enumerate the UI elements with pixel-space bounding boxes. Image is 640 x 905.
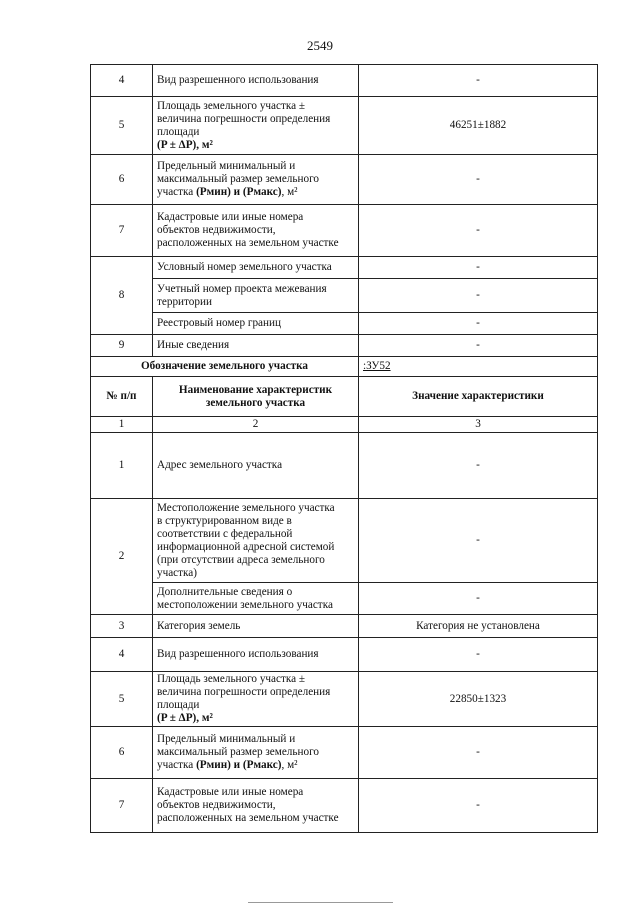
name-line: Дополнительные сведения о <box>157 585 293 598</box>
characteristic-name <box>153 499 359 583</box>
characteristic-name: Реестровый номер границ <box>153 313 359 335</box>
table-row <box>91 638 598 672</box>
table-row <box>91 313 598 335</box>
characteristic-value: - <box>359 257 598 279</box>
table-row <box>91 583 598 615</box>
header-line: Наименование характеристик <box>178 383 333 396</box>
name-line: территории <box>157 295 212 308</box>
characteristic-value: - <box>359 205 598 257</box>
row-number: 4 <box>91 65 153 97</box>
table-row <box>91 499 598 583</box>
characteristic-name <box>153 727 359 779</box>
characteristic-value: - <box>359 638 598 672</box>
name-line: расположенных на земельном участке <box>157 237 339 249</box>
table-row <box>91 727 598 779</box>
column-index: 3 <box>359 417 598 433</box>
characteristic-name <box>153 779 359 833</box>
row-number: 7 <box>91 205 153 257</box>
name-line: площади <box>157 699 200 711</box>
row-number: 6 <box>91 727 153 779</box>
name-line: расположенных на земельном участке <box>157 812 339 824</box>
characteristic-value: - <box>359 779 598 833</box>
column-index: 2 <box>153 417 359 433</box>
characteristic-value: - <box>359 155 598 205</box>
characteristic-name <box>153 583 359 615</box>
name-line: Местоположение земельного участка <box>157 501 335 514</box>
land-plot-table <box>90 64 598 833</box>
row-number: 8 <box>91 257 153 335</box>
name-line: объектов недвижимости, <box>157 799 276 811</box>
characteristic-value: - <box>359 279 598 313</box>
unit: , м² <box>281 759 298 771</box>
characteristic-value: - <box>359 335 598 357</box>
column-index-row <box>91 417 598 433</box>
size-formula: (Рмин) и (Рмакс) <box>196 759 282 771</box>
name-line: Площадь земельного участка ± <box>157 99 306 112</box>
row-number: 5 <box>91 672 153 727</box>
characteristic-value: Категория не установлена <box>359 615 598 638</box>
characteristic-name <box>153 97 359 155</box>
characteristic-value: 46251±1882 <box>359 97 598 155</box>
row-number: 9 <box>91 335 153 357</box>
characteristic-name: Вид разрешенного использования <box>153 638 359 672</box>
characteristic-name <box>153 279 359 313</box>
name-line: Предельный минимальный и <box>157 733 296 745</box>
characteristic-value: - <box>359 727 598 779</box>
row-number: 3 <box>91 615 153 638</box>
name-line: информационной адресной системой <box>157 540 335 553</box>
characteristic-value: - <box>359 433 598 499</box>
characteristic-name: Категория земель <box>153 615 359 638</box>
table-row <box>91 65 598 97</box>
name-line: величина погрешности определения <box>157 686 331 698</box>
characteristic-value: 22850±1323 <box>359 672 598 727</box>
characteristic-name <box>153 672 359 727</box>
table-row <box>91 615 598 638</box>
name-line: (при отсутствии адреса земельного <box>157 553 325 566</box>
characteristic-name <box>153 205 359 257</box>
characteristic-value: - <box>359 499 598 583</box>
row-number: 4 <box>91 638 153 672</box>
plot-designation-label: Обозначение земельного участка <box>91 357 359 377</box>
characteristic-name: Условный номер земельного участка <box>153 257 359 279</box>
column-header-name <box>153 377 359 417</box>
header-line: земельного участка <box>205 396 306 409</box>
table-row <box>91 279 598 313</box>
plot-code: :ЗУ52 <box>359 357 598 377</box>
row-number: 5 <box>91 97 153 155</box>
name-line: участка <box>157 186 197 198</box>
name-line: в структурированном виде в <box>157 514 292 527</box>
size-formula: (Рмин) и (Рмакс) <box>196 186 282 198</box>
column-header-value: Значение характеристики <box>359 377 598 417</box>
unit: , м² <box>281 186 298 198</box>
page-number: 2549 <box>307 38 333 53</box>
name-line: Площадь земельного участка ± <box>157 673 306 685</box>
name-line: Учетный номер проекта межевания <box>157 282 327 295</box>
name-line: Предельный минимальный и <box>157 160 296 172</box>
name-line: соответствии с федеральной <box>157 527 293 540</box>
table-row <box>91 97 598 155</box>
column-header-number: № п/п <box>91 377 153 417</box>
characteristic-name: Иные сведения <box>153 335 359 357</box>
row-number: 2 <box>91 499 153 615</box>
name-line: максимальный размер земельного <box>157 173 319 185</box>
row-number: 1 <box>91 433 153 499</box>
scan-edge-line <box>248 902 393 903</box>
name-line: Кадастровые или иные номера <box>157 786 304 798</box>
name-line: величина погрешности определения <box>157 112 331 125</box>
name-line: площади <box>157 125 200 138</box>
table-row <box>91 335 598 357</box>
characteristic-value: - <box>359 65 598 97</box>
name-line: участка <box>157 759 197 771</box>
row-number: 7 <box>91 779 153 833</box>
characteristic-name: Адрес земельного участка <box>153 433 359 499</box>
table-row <box>91 672 598 727</box>
characteristic-name: Вид разрешенного использования <box>153 65 359 97</box>
row-number: 6 <box>91 155 153 205</box>
name-line: местоположении земельного участка <box>157 598 333 611</box>
characteristic-value: - <box>359 313 598 335</box>
area-formula: (P ± ΔP), м² <box>157 712 213 724</box>
table-row <box>91 155 598 205</box>
name-line: участка) <box>157 566 197 579</box>
table-row <box>91 779 598 833</box>
characteristic-value: - <box>359 583 598 615</box>
name-line: объектов недвижимости, <box>157 224 276 236</box>
name-line: максимальный размер земельного <box>157 746 319 758</box>
column-index: 1 <box>91 417 153 433</box>
table-row <box>91 257 598 279</box>
name-line: Кадастровые или иные номера <box>157 211 304 223</box>
plot-designation-row <box>91 357 598 377</box>
characteristic-name <box>153 155 359 205</box>
table-row <box>91 205 598 257</box>
table-header-row <box>91 377 598 417</box>
area-formula: (P ± ΔP), м² <box>157 138 213 151</box>
table-row <box>91 433 598 499</box>
